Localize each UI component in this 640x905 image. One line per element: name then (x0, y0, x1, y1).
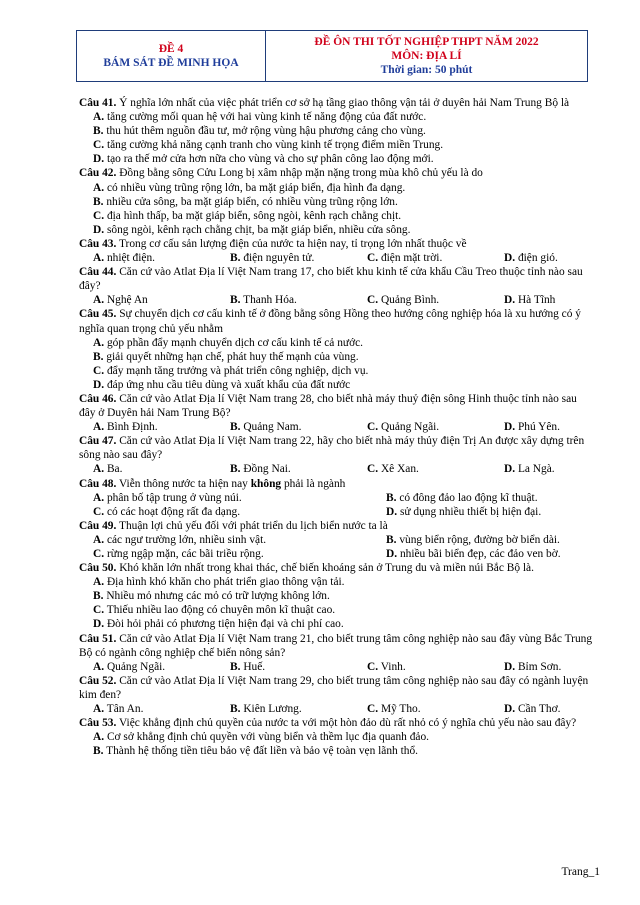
question-50 (79, 561, 593, 631)
options-row (79, 420, 593, 434)
question-43 (79, 237, 593, 265)
option-d: D. điện gió. (504, 252, 558, 265)
question-text: Viễn thông nước ta hiện nay (119, 477, 251, 490)
option-d: D. Hà Tĩnh (504, 294, 556, 307)
option-d: D. đáp ứng nhu cầu tiêu dùng và xuất khẩu của đất nước (93, 378, 351, 391)
option-c: C. Thiếu nhiều lao động có chuyên môn kĩ thuật cao. (93, 604, 336, 617)
option-c: C. rừng ngập mặn, các bãi triều rộng. (93, 548, 264, 560)
option-d: D. Bỉm Sơn. (504, 660, 562, 673)
exam-title: ĐỀ ÔN THI TỐT NGHIỆP THPT NĂM 2022 (314, 36, 539, 48)
question-42 (79, 166, 593, 236)
question-41 (79, 96, 593, 166)
option-c: C. Quảng Bình. (367, 294, 440, 307)
options-row (79, 533, 593, 547)
question-number: Câu 46. (79, 392, 117, 405)
question-text: Căn cứ vào Atlat Địa lí Việt Nam trang 29, cho biết trung tâm công nghiệp nào sau đây có ngành luyện kim đen? (79, 674, 589, 701)
option-d: D. La Ngà. (504, 463, 555, 476)
option-b: B. Đồng Nai. (230, 463, 291, 476)
question-52 (79, 674, 593, 716)
question-number: Câu 50. (79, 562, 117, 575)
options-row (79, 702, 593, 716)
header-left (77, 31, 266, 81)
option-b: B. vùng biển rộng, đường bờ biển dài. (386, 533, 560, 546)
question-text: Khó khăn lớn nhất trong khai thác, chế biến khoáng sản ở Trung du và miền núi Bắc Bộ là. (119, 562, 534, 575)
question-number: Câu 43. (79, 237, 117, 250)
question-46 (79, 392, 593, 434)
option-c: C. tăng cường khả năng cạnh tranh cho vùng kinh tế trọng điểm miền Trung. (93, 139, 444, 152)
options-row (79, 491, 593, 505)
option-b: B. thu hút thêm nguồn đầu tư, mở rộng vùng hậu phương cảng cho vùng. (93, 125, 426, 138)
options-row (79, 462, 593, 476)
option-d: D. Đòi hỏi phải có phương tiện hiện đại và chi phí cao. (93, 618, 344, 631)
question-45 (79, 307, 593, 392)
question-text: Sự chuyển dịch cơ cấu kinh tế ở đồng bằng sông Hồng theo hướng công nghiệp hóa là xu hướng có ý nghĩa quan trọng chủ yếu nhằm (79, 308, 581, 335)
option-a: A. nhiệt điện. (93, 252, 156, 265)
question-text: Đồng bằng sông Cửu Long bị xâm nhập mặn nặng trong mùa khô chủ yếu là do (119, 167, 483, 180)
question-text: Căn cứ vào Atlat Địa lí Việt Nam trang 17, cho biết khu kinh tế cửa khẩu Cầu Treo thuộc tỉnh nào sau đây? (79, 266, 583, 293)
options-row (79, 505, 593, 519)
question-list (79, 96, 593, 758)
question-text: Ý nghĩa lớn nhất của việc phát triển cơ sở hạ tầng giao thông vận tải ở duyên hải Nam Trung Bộ là (119, 97, 570, 109)
option-c: C. đẩy mạnh tăng trưởng và phát triển công nghiệp, dịch vụ. (93, 364, 369, 377)
option-a: A. có nhiều vùng trũng rộng lớn, ba mặt giáp biển, địa hình đa dạng. (93, 181, 406, 194)
question-48 (79, 477, 593, 519)
question-text: Căn cứ vào Atlat Địa lí Việt Nam trang 21, cho biết trung tâm công nghiệp nào sau đây vùng Bắc Trung Bộ có ngành công nghiệp chế biến nông sản? (79, 632, 593, 659)
question-number: Câu 44. (79, 266, 117, 279)
exam-duration: Thời gian: 50 phút (380, 64, 473, 76)
option-b: B. điện nguyên tử. (230, 252, 315, 265)
option-a: A. Tân An. (93, 703, 144, 716)
question-number: Câu 52. (79, 674, 117, 687)
option-b: B. Huế. (230, 660, 266, 673)
option-c: C. Xê Xan. (367, 463, 419, 476)
option-d: D. sử dụng nhiều thiết bị hiện đại. (386, 505, 542, 518)
options-row (79, 547, 593, 561)
header-right (266, 31, 587, 81)
option-d: D. tạo ra thế mở cửa hơn nữa cho vùng và cho sự phân công lao động mới. (93, 153, 434, 166)
question-number: Câu 49. (79, 519, 117, 532)
question-number: Câu 48. (79, 477, 117, 490)
question-emphasis: không (250, 477, 282, 490)
option-a: A. góp phần đẩy mạnh chuyển dịch cơ cấu kinh tế cả nước. (93, 336, 364, 349)
page-number: Trang_1 (561, 866, 600, 878)
question-number: Câu 41. (79, 97, 117, 109)
option-b: B. có đông đảo lao động kĩ thuật. (386, 491, 538, 504)
question-number: Câu 45. (79, 308, 117, 321)
option-a: A. Bình Định. (93, 421, 158, 434)
question-number: Câu 51. (79, 632, 117, 645)
question-47 (79, 434, 593, 476)
option-b: B. nhiều cửa sông, ba mặt giáp biển, có nhiều vùng trũng rộng lớn. (93, 195, 398, 208)
option-c: C. Quảng Ngãi. (367, 421, 440, 434)
option-a: A. Địa hình khó khăn cho phát triển giao thông vận tải. (93, 576, 345, 589)
question-53 (79, 716, 593, 758)
option-b: B. Kiên Lương. (230, 703, 302, 716)
option-c: C. địa hình thấp, ba mặt giáp biển, sông ngòi, kênh rạch chằng chịt. (93, 209, 402, 222)
option-b: B. Nhiều mỏ nhưng các mỏ có trữ lượng không lớn. (93, 590, 330, 603)
question-text: Trong cơ cấu sản lượng điện của nước ta hiện nay, tỉ trọng lớn nhất thuộc về (119, 237, 467, 250)
question-number: Câu 42. (79, 167, 117, 180)
option-a: A. phân bố tập trung ở vùng núi. (93, 491, 242, 504)
exam-subtitle: BÁM SÁT ĐỀ MINH HỌA (103, 57, 239, 69)
exam-number: ĐỀ 4 (158, 43, 184, 55)
option-c: C. Mỹ Tho. (367, 703, 421, 716)
options-row (79, 251, 593, 265)
option-a: A. các ngư trường lớn, nhiều sinh vật. (93, 533, 267, 546)
option-c: C. có các hoạt động rất đa dạng. (93, 505, 241, 518)
option-b: B. Thành hệ thống tiền tiêu bảo vệ đất liền và bảo vệ toàn vẹn lãnh thổ. (93, 745, 418, 758)
option-d: D. Phú Yên. (504, 421, 560, 434)
option-b: B. Thanh Hóa. (230, 294, 297, 307)
option-d: D. sông ngòi, kênh rạch chằng chịt, ba mặt giáp biển, nhiều cửa sông. (93, 223, 411, 236)
exam-header (76, 30, 588, 82)
option-a: A. Nghệ An (93, 294, 148, 307)
option-c: C. điện mặt trời. (367, 252, 443, 265)
exam-subject: MÔN: ĐỊA LÍ (391, 50, 462, 62)
question-text: Căn cứ vào Atlat Địa lí Việt Nam trang 28, cho biết nhà máy thuỷ điện sông Hinh thuộc tỉnh nào sau đây ở Duyên hải Nam Trung Bộ? (79, 392, 577, 420)
option-a: A. Ba. (93, 463, 123, 476)
option-d: D. nhiều bãi biển đẹp, các đảo ven bờ. (386, 548, 561, 560)
option-b: B. giải quyết những hạn chế, phát huy thế mạnh của vùng. (93, 350, 359, 363)
question-number: Câu 53. (79, 717, 117, 730)
question-text-end: phải là ngành (281, 477, 346, 490)
option-a: A. tăng cường mối quan hệ với hai vùng kinh tế năng động của đất nước. (93, 111, 427, 124)
question-49 (79, 519, 593, 561)
question-number: Câu 47. (79, 435, 117, 448)
option-a: A. Quảng Ngãi. (93, 660, 166, 673)
options-row (79, 293, 593, 307)
options-row (79, 660, 593, 674)
question-51 (79, 632, 593, 674)
question-text: Căn cứ vào Atlat Địa lí Việt Nam trang 22, hãy cho biết nhà máy thủy điện Trị An được xây dựng trên sông nào sau đây? (79, 435, 585, 462)
question-text: Việc khẳng định chủ quyền của nước ta với một hòn đảo dù rất nhỏ có ý nghĩa chủ yếu nào sau đây? (119, 717, 577, 730)
option-a: A. Cơ sở khẳng định chủ quyền với vùng biển và thềm lục địa quanh đảo. (93, 731, 430, 744)
option-c: C. Vinh. (367, 660, 406, 673)
option-b: B. Quảng Nam. (230, 421, 302, 434)
question-text: Thuận lợi chủ yếu đối với phát triển du lịch biển nước ta là (119, 519, 388, 532)
option-d: D. Cần Thơ. (504, 703, 561, 716)
question-44 (79, 265, 593, 307)
